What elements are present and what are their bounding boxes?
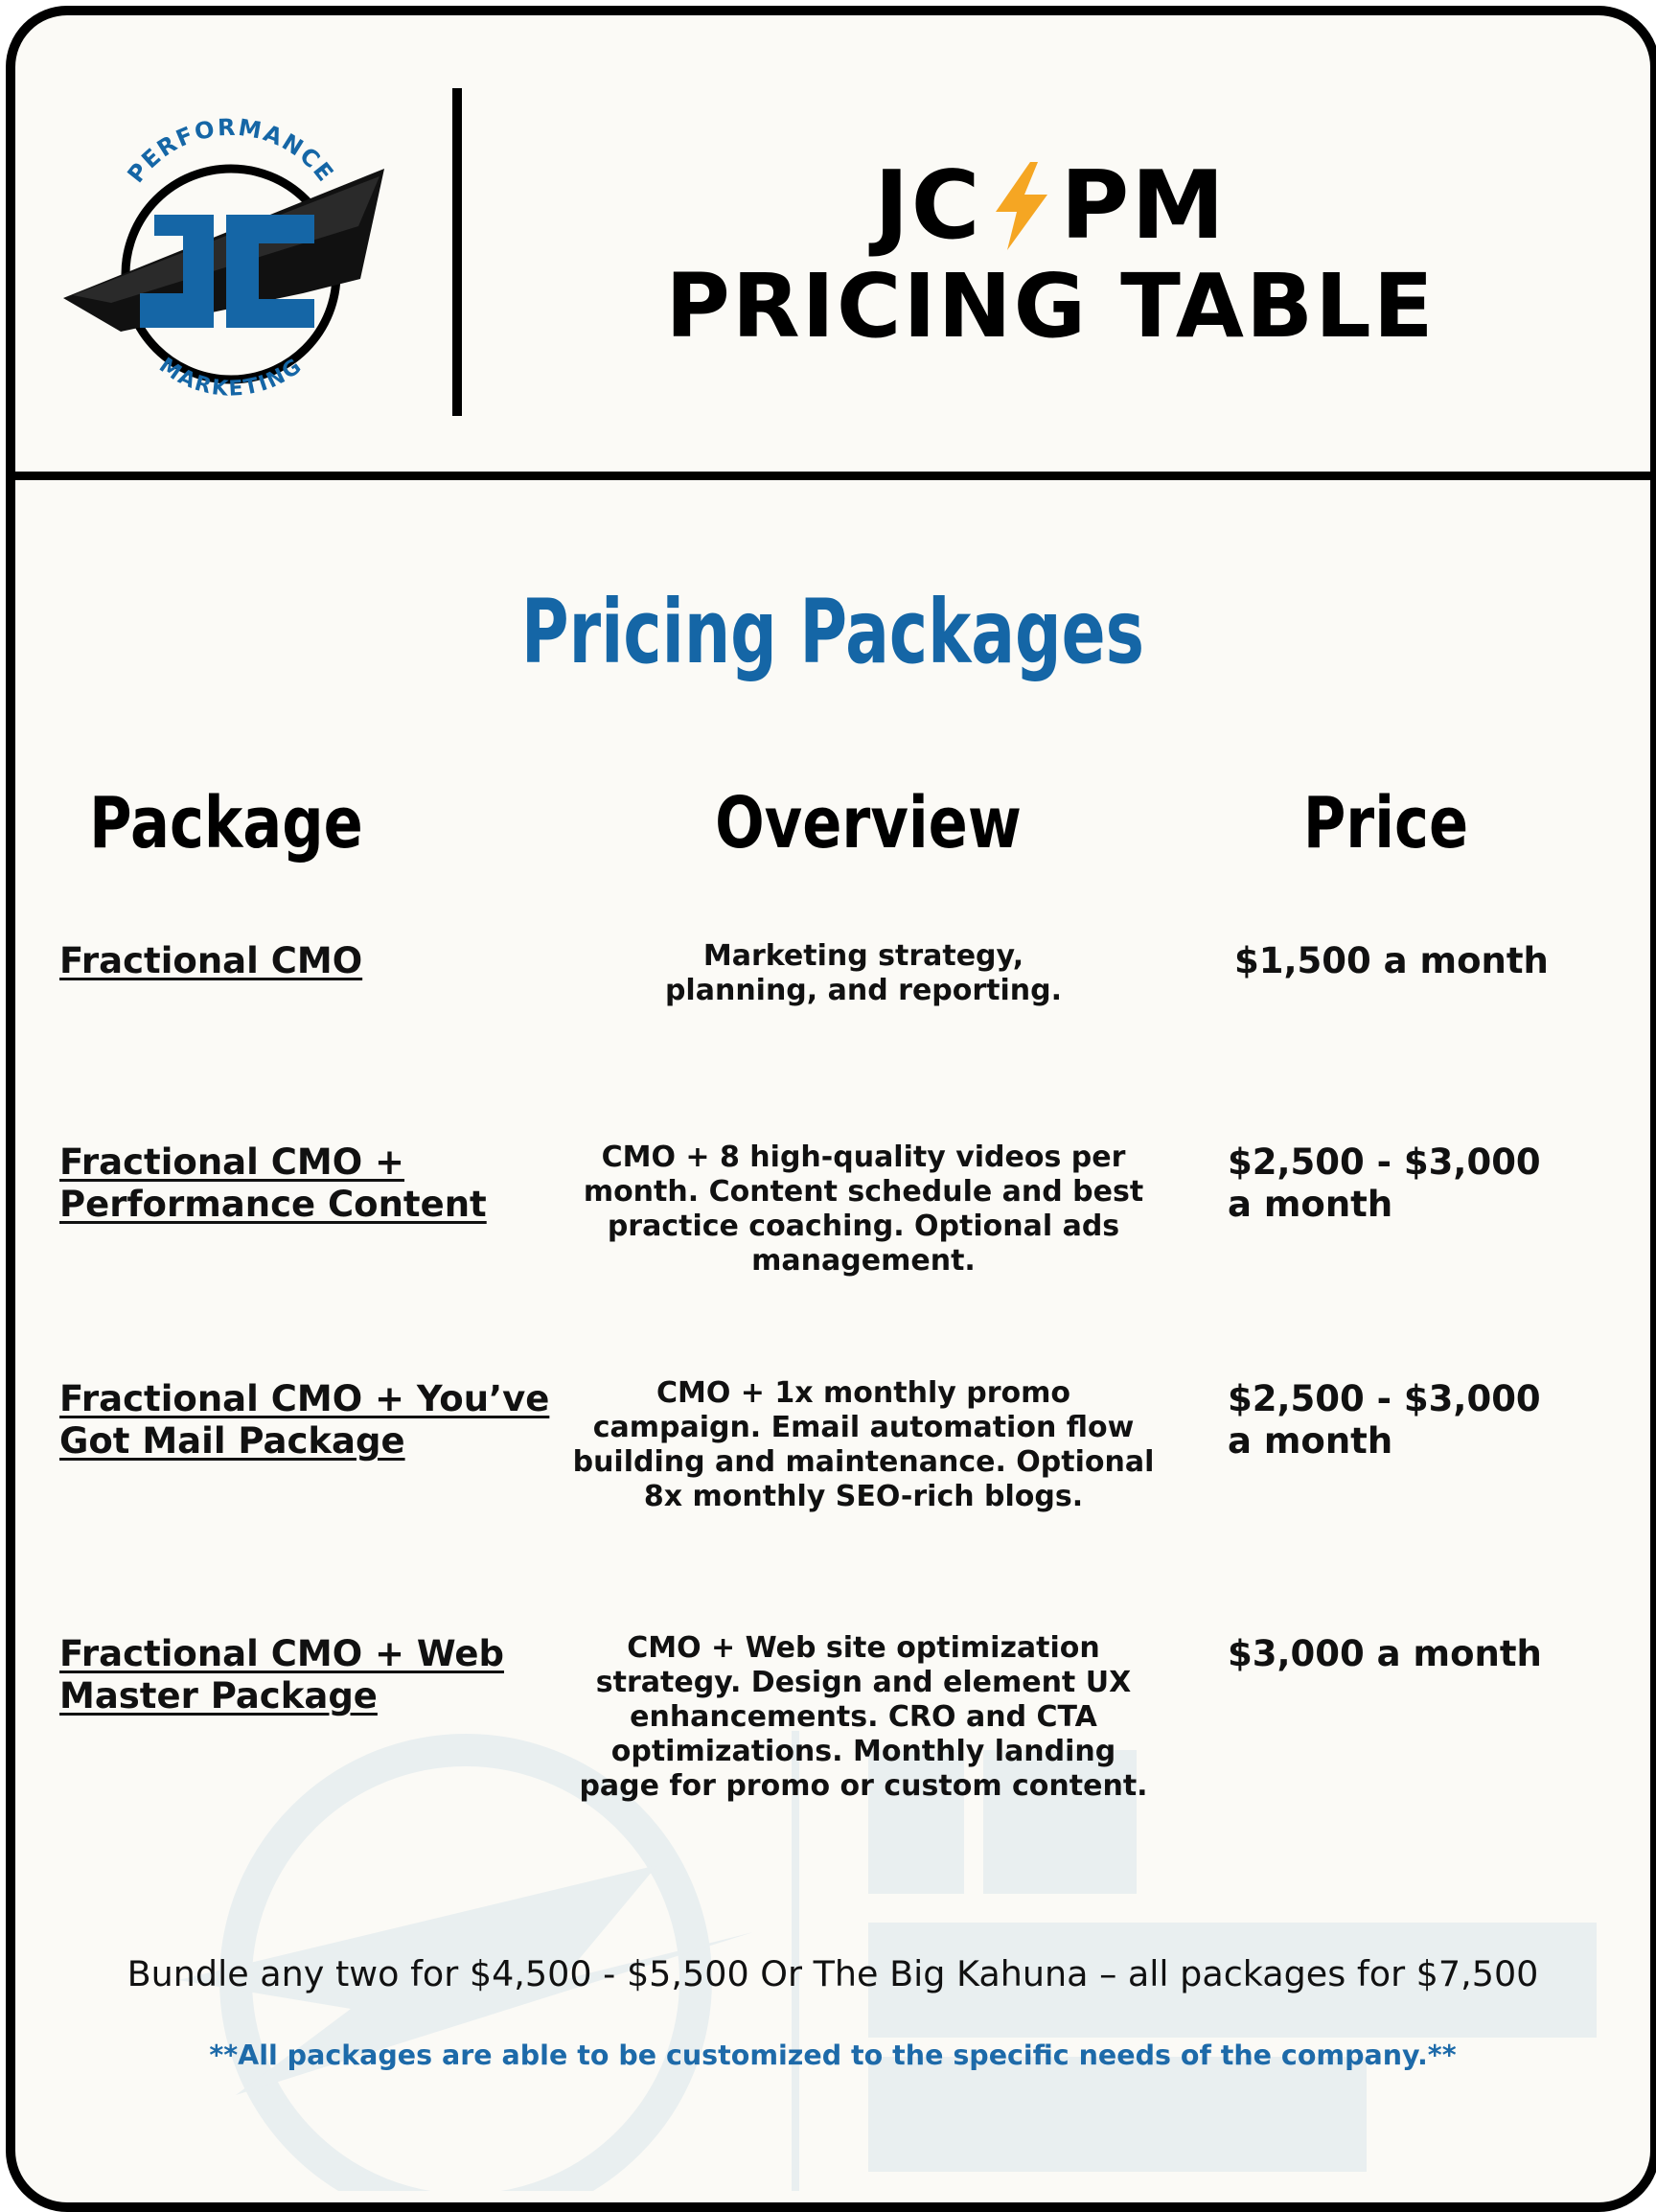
header-title-line2: PRICING TABLE (665, 255, 1436, 357)
logo-arc-top-text: PERFORMANCE (122, 113, 340, 188)
logo-arc-bottom-text: MARKETING (154, 353, 308, 402)
header-title (494, 151, 1606, 357)
header-title-line1 (494, 151, 1606, 261)
pricing-card (6, 6, 1656, 2212)
package-name-fractional-cmo[interactable]: Fractional CMO (59, 940, 363, 981)
customization-note: **All packages are able to be customized to the specific needs of the company.** (209, 2039, 1457, 2071)
package-name-web-master[interactable]: Fractional CMO + Web Master Package (59, 1633, 504, 1717)
section-title: Pricing Packages (520, 581, 1145, 683)
lightning-bolt-icon (988, 162, 1055, 250)
jc-performance-marketing-logo (54, 111, 399, 418)
column-header-overview: Overview (715, 782, 1022, 864)
header-title-left: JC (874, 151, 982, 261)
package-price: $2,500 - $3,000 a month (1228, 1378, 1541, 1462)
svg-text:PERFORMANCE (123, 114, 340, 188)
package-overview: Marketing strategy, planning, and reporting. (664, 939, 1063, 1007)
bundle-offer-text: Bundle any two for $4,500 - $5,500 Or The Big Kahuna – all packages for $7,500 (126, 1953, 1539, 1994)
package-price: $3,000 a month (1228, 1633, 1542, 1674)
package-overview: CMO + Web site optimization strategy. Design and element UX enhancements. CRO and CTA optimizations. Monthly landing page for promo or custom content. (579, 1631, 1148, 1803)
package-name-youve-got-mail[interactable]: Fractional CMO + You’ve Got Mail Package (59, 1378, 550, 1462)
column-header-package: Package (89, 782, 363, 864)
package-price: $2,500 - $3,000 a month (1228, 1141, 1541, 1225)
column-header-price: Price (1302, 782, 1469, 864)
header-horizontal-divider (15, 472, 1650, 480)
package-price: $1,500 a month (1234, 940, 1549, 981)
header-vertical-divider (452, 88, 462, 416)
header-title-right: PM (1060, 151, 1227, 261)
package-overview: CMO + 1x monthly promo campaign. Email automation flow building and maintenance. Optional 8x monthly SEO-rich blogs. (572, 1376, 1155, 1513)
svg-text:MARKETING (154, 354, 307, 402)
package-overview: CMO + 8 high-quality videos per month. Content schedule and best practice coaching. Optional ads management. (583, 1141, 1144, 1278)
package-name-performance-content[interactable]: Fractional CMO + Performance Content (59, 1141, 487, 1225)
